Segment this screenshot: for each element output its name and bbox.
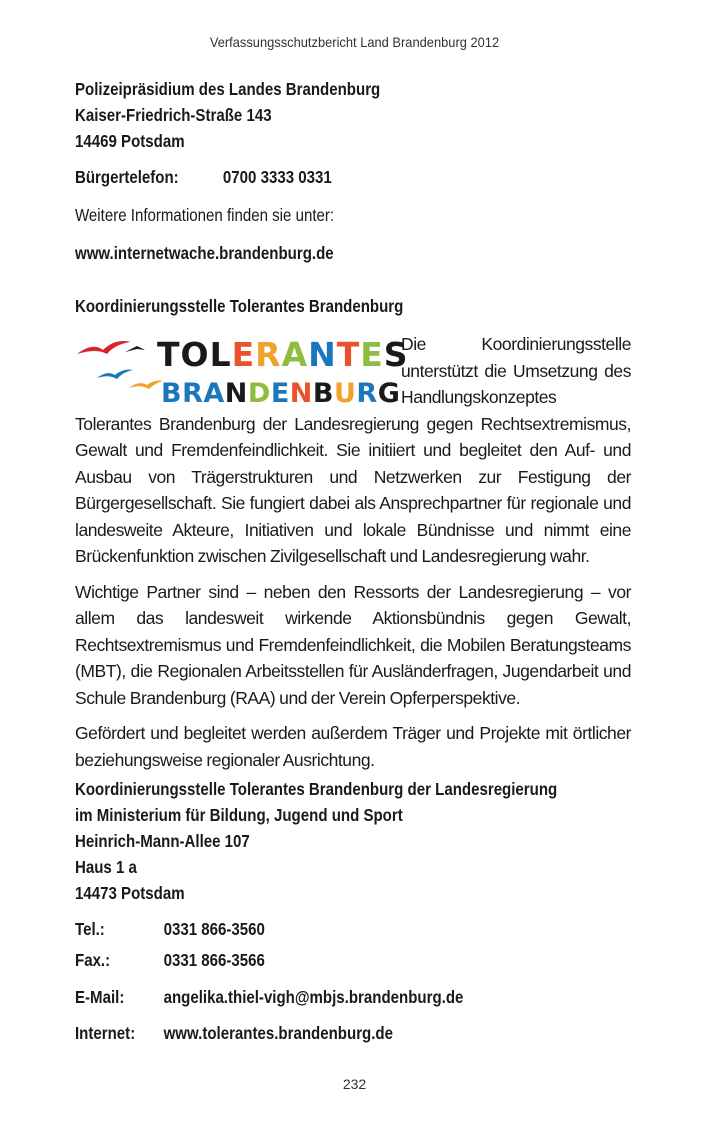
phone-value: 0700 3333 0331 — [222, 167, 332, 187]
internet-label: Internet: — [75, 1023, 136, 1043]
police-name: Polizeipräsidium des Landes Brandenburg — [75, 79, 381, 99]
email-row — [75, 984, 553, 1010]
police-address — [75, 76, 631, 154]
police-street: Kaiser-Friedrich-Straße 143 — [75, 105, 272, 125]
tolerant-address — [75, 776, 631, 906]
fax-label: Fax.: — [75, 950, 111, 970]
contact-table — [75, 916, 631, 1046]
address-line-2: im Ministerium für Bildung, Jugend und Sport — [75, 805, 403, 825]
tel-value: 0331 866-3560 — [163, 919, 265, 939]
page-number: 232 — [342, 1076, 367, 1092]
address-line-3: Heinrich-Mann-Allee 107 — [75, 831, 250, 851]
phone-label: Bürgertelefon: — [75, 167, 179, 187]
police-website-link[interactable]: www.internetwache.brandenburg.de — [75, 243, 334, 263]
police-city: 14469 Potsdam — [75, 131, 185, 151]
internet-row — [75, 1020, 553, 1046]
logo-line2: BRANDENBURG — [161, 378, 401, 409]
running-title: Verfassungsschutzbericht Land Brandenburg 2012 — [209, 34, 500, 50]
paragraph-1: Die Koordinierungsstelle unterstützt die Umsetzung des Handlungskonzeptes Tolerantes Brandenburg der Landesregierung gegen Rechtsextremismus, Gewalt und Fremdenfeindlichkeit. Sie initiiert und begleitet den Auf- und Ausbau von Trägerstrukturen und Netzwerken zur Festigung der Bürgergesellschaft. Sie fungiert dabei als Ansprechpartner für regionale und landesweite Akteure, Initiativen und lokale Bündnisse und nimmt eine Brückenfunktion zwischen Zivilgesellschaft und Landesregierung wahr. — [75, 334, 631, 566]
logo-birds-icon — [75, 330, 409, 410]
address-line-5: 14473 Potsdam — [75, 883, 185, 903]
police-phone-row — [75, 164, 631, 190]
fax-row — [75, 947, 553, 973]
tel-label: Tel.: — [75, 919, 105, 939]
tolerant-body — [75, 330, 631, 773]
email-label: E-Mail: — [75, 987, 125, 1007]
fax-value: 0331 866-3566 — [163, 950, 265, 970]
paragraph-2: Wichtige Partner sind – neben den Ressorts der Landesregierung – vor allem das landesweit wirkende Aktionsbündnis gegen Gewalt, Rechtsextremismus und Fremdenfeindlichkeit, die Mobilen Beratungsteams (MBT), die Regionalen Arbeitsstellen für Ausländerfragen, Jugendarbeit und Schule Brandenburg (RAA) und der Verein Opferperspektive. — [75, 581, 631, 708]
email-link[interactable]: angelika.thiel-vigh@mbjs.brandenburg.de — [163, 987, 464, 1007]
tel-row — [75, 916, 553, 942]
address-line-4: Haus 1 a — [75, 857, 137, 877]
section-heading: Koordinierungsstelle Tolerantes Brandenburg — [75, 296, 404, 316]
paragraph-3: Gefördert und begleitet werden außerdem Träger und Projekte mit örtlicher beziehungsweise regionaler Ausrichtung. — [75, 723, 631, 770]
address-line-1: Koordinierungsstelle Tolerantes Brandenburg der Landesregierung — [75, 779, 558, 799]
tolerantes-brandenburg-logo — [75, 330, 409, 410]
internet-link[interactable]: www.tolerantes.brandenburg.de — [163, 1023, 393, 1043]
logo-line1: TOLERANTES — [157, 335, 409, 374]
info-text: Weitere Informationen finden sie unter: — [75, 205, 335, 225]
